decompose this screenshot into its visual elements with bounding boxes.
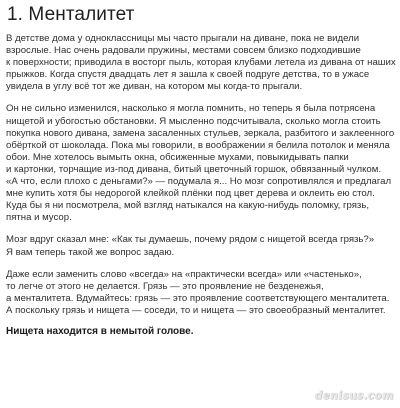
text-line: а менталитета. Вдумайтесь: грязь — это проявление соответствующего менталитета. [6, 292, 390, 304]
text-line: прыжков. Когда спустя двадцать лет я зашла к своей подруге детства, то в ужасе [6, 69, 370, 81]
text-line: Куда бы я ни посмотрела, мой взгляд натыкался на какую-нибудь поломку, грязь, [6, 200, 369, 212]
text-line: то легче от этого не делается. Грязь — это проявление не безденежья, [6, 280, 324, 292]
text-line: В детстве дома у одноклассницы мы часто прыгали на диване, пока не видели [6, 33, 360, 44]
text-line: Он не сильно изменился, насколько я могла помнить, но теперь я была потрясена [6, 103, 376, 115]
text-line: «А что, если плохо с деньгами?» — подумала я... Но мозг сопротивлялся и предлагал [6, 176, 392, 188]
text-line: Я вам теперь такой же вопрос задаю. [6, 246, 175, 258]
paragraph-2 [6, 103, 396, 224]
article [6, 4, 396, 337]
final-statement: Нищета находится в немытой голове. [6, 325, 194, 337]
text-line: к поверхности; приводила в восторг пыль, которая клубами летела из дивана от наших [6, 57, 396, 69]
text-line: Мозг вдруг сказал мне: «Как ты думаешь, почему рядом с нищетой всегда грязь?» [6, 234, 375, 246]
text-line: Даже если заменить слово «всегда» на «практически всегда» или «частенько», [6, 268, 362, 280]
text-line: А поскольку грязь и нищета — соседи, то и нищета — это своеобразный менталитет. [6, 304, 386, 316]
text-line: обёрткой от шоколада. Пока мы говорили, в воображении я белила потолок и меняла [6, 139, 390, 151]
text-line: и картонки, торчащие из-под дивана, битый цветочный горшок, обвязанный чулком. [6, 163, 381, 175]
text-line: увидела в углу всё тот же диван, на котором мы когда-то прыгали. [6, 81, 303, 93]
paragraph-3 [6, 234, 396, 258]
site-watermark: denisus.com [315, 389, 394, 402]
paragraph-4 [6, 269, 396, 317]
text-line: пятна и мусор. [6, 212, 72, 224]
section-title: 1. Менталитет [7, 4, 135, 25]
text-line: мне купить хотя бы недорогой клейкой плёнки под цвет дерева и оклеить ею стол. [6, 188, 375, 200]
text-line: взрослые. Нас очень радовали пружины, местами совсем близко подходившие [6, 45, 361, 57]
text-line: обои. Мне хотелось вымыть окна, обсиженные мухами, повыкидывать папки [6, 151, 349, 163]
text-line: покупка нового дивана, замена засаленных стульев, зеркала, разбитого и заклеенного [6, 127, 395, 139]
paragraph-1 [6, 33, 396, 93]
text-line: нищетой и убогостью обстановки. Я мысленно подсчитывала, сколько могла стоить [6, 115, 381, 127]
